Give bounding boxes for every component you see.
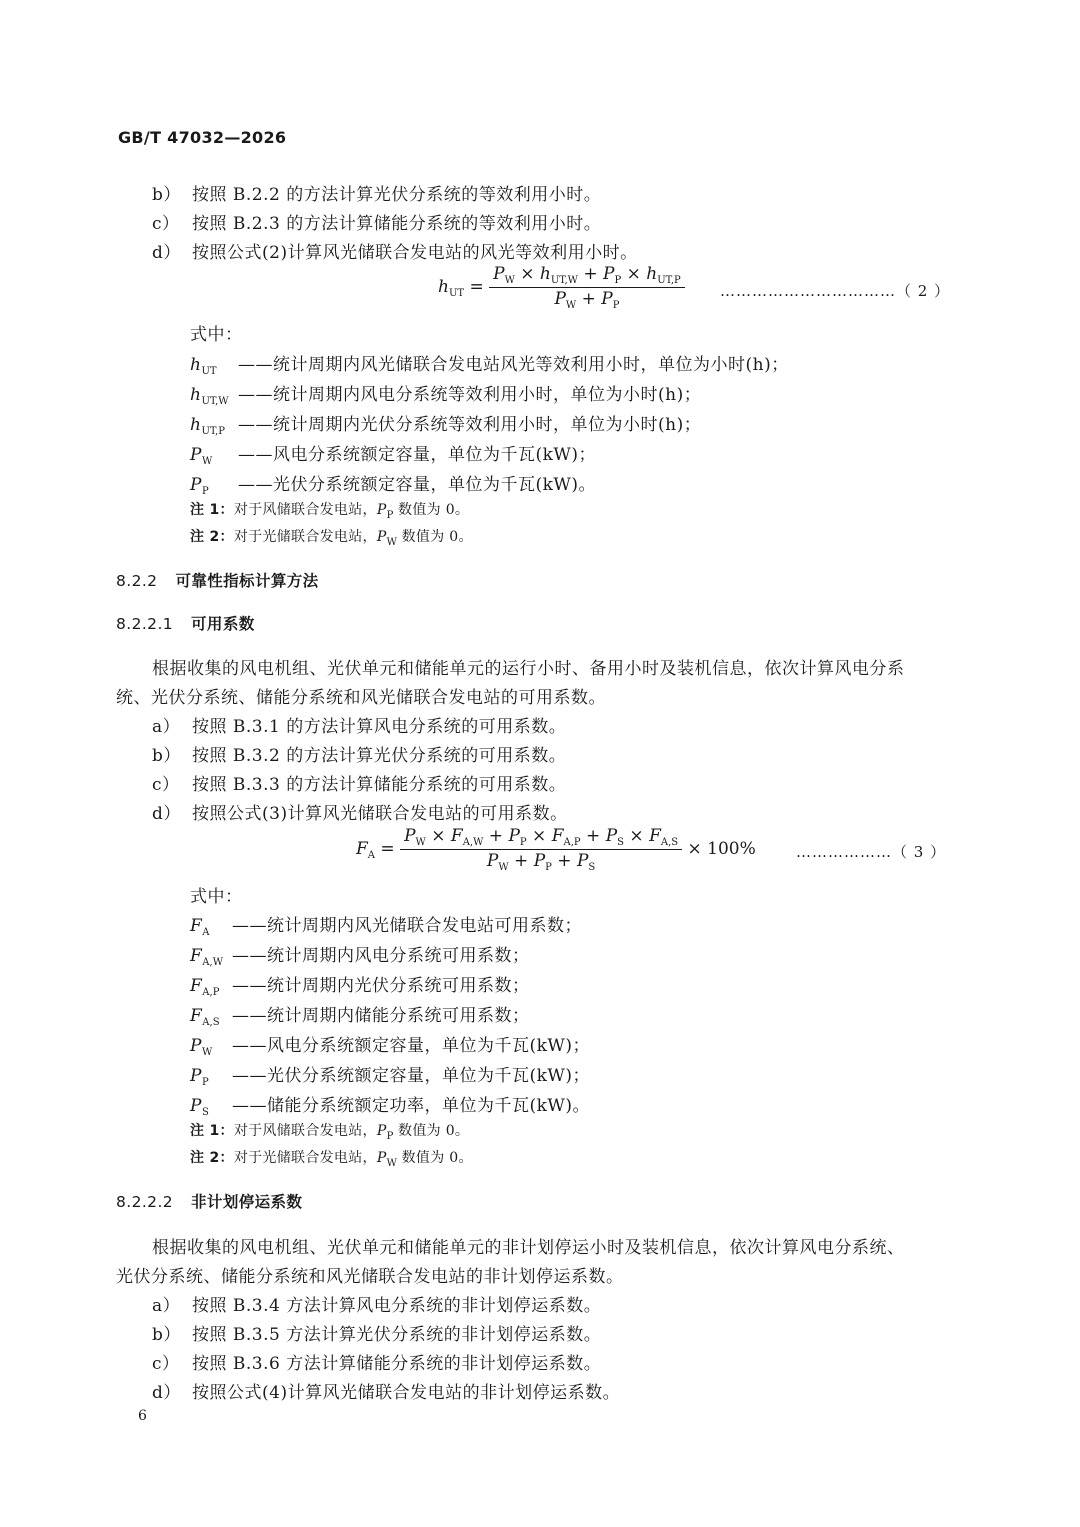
- section-heading: 8.2.2.1 可用系数: [116, 615, 255, 633]
- list-item: [152, 180, 601, 205]
- variable-definition: $h_{UT,W}$ ——统计周期内风电分系统等效利用小时，单位为小时(h)；: [190, 385, 702, 407]
- note: 注 1：对于风储联合发电站，$P_P$ 数值为 0。: [190, 502, 470, 521]
- list-item: c） 按照 B.3.3 的方法计算储能分系统的可用系数。: [152, 775, 567, 795]
- formula-2: $h_{UT}$ = $\frac{P_W \times h_{UT,W} + P_P \times h_{UT,P}}{P_W + P_P}$: [438, 264, 685, 311]
- formula-number: （ 2 ）: [896, 282, 951, 300]
- where-label: 式中：: [190, 325, 243, 345]
- note: 注 2：对于光储联合发电站，$P_W$ 数值为 0。: [190, 529, 473, 548]
- variable-definition: $h_{UT}$ ——统计周期内风光储联合发电站风光等效利用小时，单位为小时(h)；: [190, 355, 789, 377]
- list-item: b） 按照 B.3.2 的方法计算光伏分系统的可用系数。: [152, 746, 567, 766]
- list-label: d）: [152, 243, 181, 263]
- note: 注 1：对于风储联合发电站，$P_P$ 数值为 0。: [190, 1123, 470, 1142]
- standard-number: GB/T 47032—2026: [118, 128, 287, 147]
- paragraph-line: 统、光伏分系统、储能分系统和风光储联合发电站的可用系数。: [116, 688, 606, 708]
- list-text: 按照公式(2)计算风光储联合发电站的风光等效利用小时。: [192, 243, 638, 263]
- list-item: a） 按照 B.3.1 的方法计算风电分系统的可用系数。: [152, 717, 567, 737]
- formula-2-leader: ……………………………（ 2 ）: [720, 282, 951, 300]
- variable-definition: $F_A$ ——统计周期内风光储联合发电站可用系数；: [190, 916, 582, 938]
- list-item: c） 按照 B.3.6 方法计算储能分系统的非计划停运系数。: [152, 1354, 602, 1374]
- list-item: b） 按照 B.3.5 方法计算光伏分系统的非计划停运系数。: [152, 1325, 602, 1345]
- list-label: b）: [152, 185, 181, 205]
- list-item: [152, 209, 601, 234]
- paragraph-line: 光伏分系统、储能分系统和风光储联合发电站的非计划停运系数。: [116, 1267, 624, 1287]
- note: 注 2：对于光储联合发电站，$P_W$ 数值为 0。: [190, 1150, 473, 1169]
- list-text: 按照 B.2.2 的方法计算光伏分系统的等效利用小时。: [192, 185, 602, 205]
- variable-definition: $P_S$ ——储能分系统额定功率，单位为千瓦(kW)。: [190, 1096, 591, 1118]
- paragraph-line: 根据收集的风电机组、光伏单元和储能单元的非计划停运小时及装机信息，依次计算风电分系统、: [152, 1238, 905, 1258]
- variable-definition: $F_{A,W}$ ——统计周期内风电分系统可用系数；: [190, 946, 530, 968]
- list-item: d） 按照公式(4)计算风光储联合发电站的非计划停运系数。: [152, 1383, 621, 1403]
- where-label: 式中：: [190, 887, 243, 907]
- list-item: d） 按照公式(3)计算风光储联合发电站的可用系数。: [152, 804, 568, 824]
- list-label: c）: [152, 214, 180, 234]
- formula-3-leader: ………………（ 3 ）: [796, 843, 947, 861]
- paragraph-line: 根据收集的风电机组、光伏单元和储能单元的运行小时、备用小时及装机信息，依次计算风电分系: [152, 659, 905, 679]
- variable-definition: $F_{A,P}$ ——统计周期内光伏分系统可用系数；: [190, 976, 530, 998]
- section-heading: 8.2.2.2 非计划停运系数: [116, 1193, 303, 1211]
- variable-definition: $P_P$ ——光伏分系统额定容量，单位为千瓦(kW)；: [190, 1066, 591, 1088]
- variable-definition: $h_{UT,P}$ ——统计周期内光伏分系统等效利用小时，单位为小时(h)；: [190, 415, 702, 437]
- list-item: a） 按照 B.3.4 方法计算风电分系统的非计划停运系数。: [152, 1296, 602, 1316]
- formula-number: （ 3 ）: [892, 843, 947, 861]
- variable-definition: $F_{A,S}$ ——统计周期内储能分系统可用系数；: [190, 1006, 530, 1028]
- variable-definition: $P_W$ ——风电分系统额定容量，单位为千瓦(kW)；: [190, 1036, 591, 1058]
- variable-definition: $P_P$ ——光伏分系统额定容量，单位为千瓦(kW)。: [190, 475, 597, 497]
- formula-3: $F_A$ = $\frac{P_W \times F_{A,W} + P_P \times F_{A,P} + P_S \times F_{A,S}}{P_W + P_P + P_S}$ × 100%: [356, 826, 756, 873]
- percent-factor: × 100%: [687, 839, 756, 859]
- variable-definition: $P_W$ ——风电分系统额定容量，单位为千瓦(kW)；: [190, 445, 597, 467]
- list-text: 按照 B.2.3 的方法计算储能分系统的等效利用小时。: [192, 214, 602, 234]
- list-item: [152, 238, 638, 263]
- section-heading: 8.2.2 可靠性指标计算方法: [116, 572, 319, 590]
- page-number: 6: [138, 1408, 147, 1424]
